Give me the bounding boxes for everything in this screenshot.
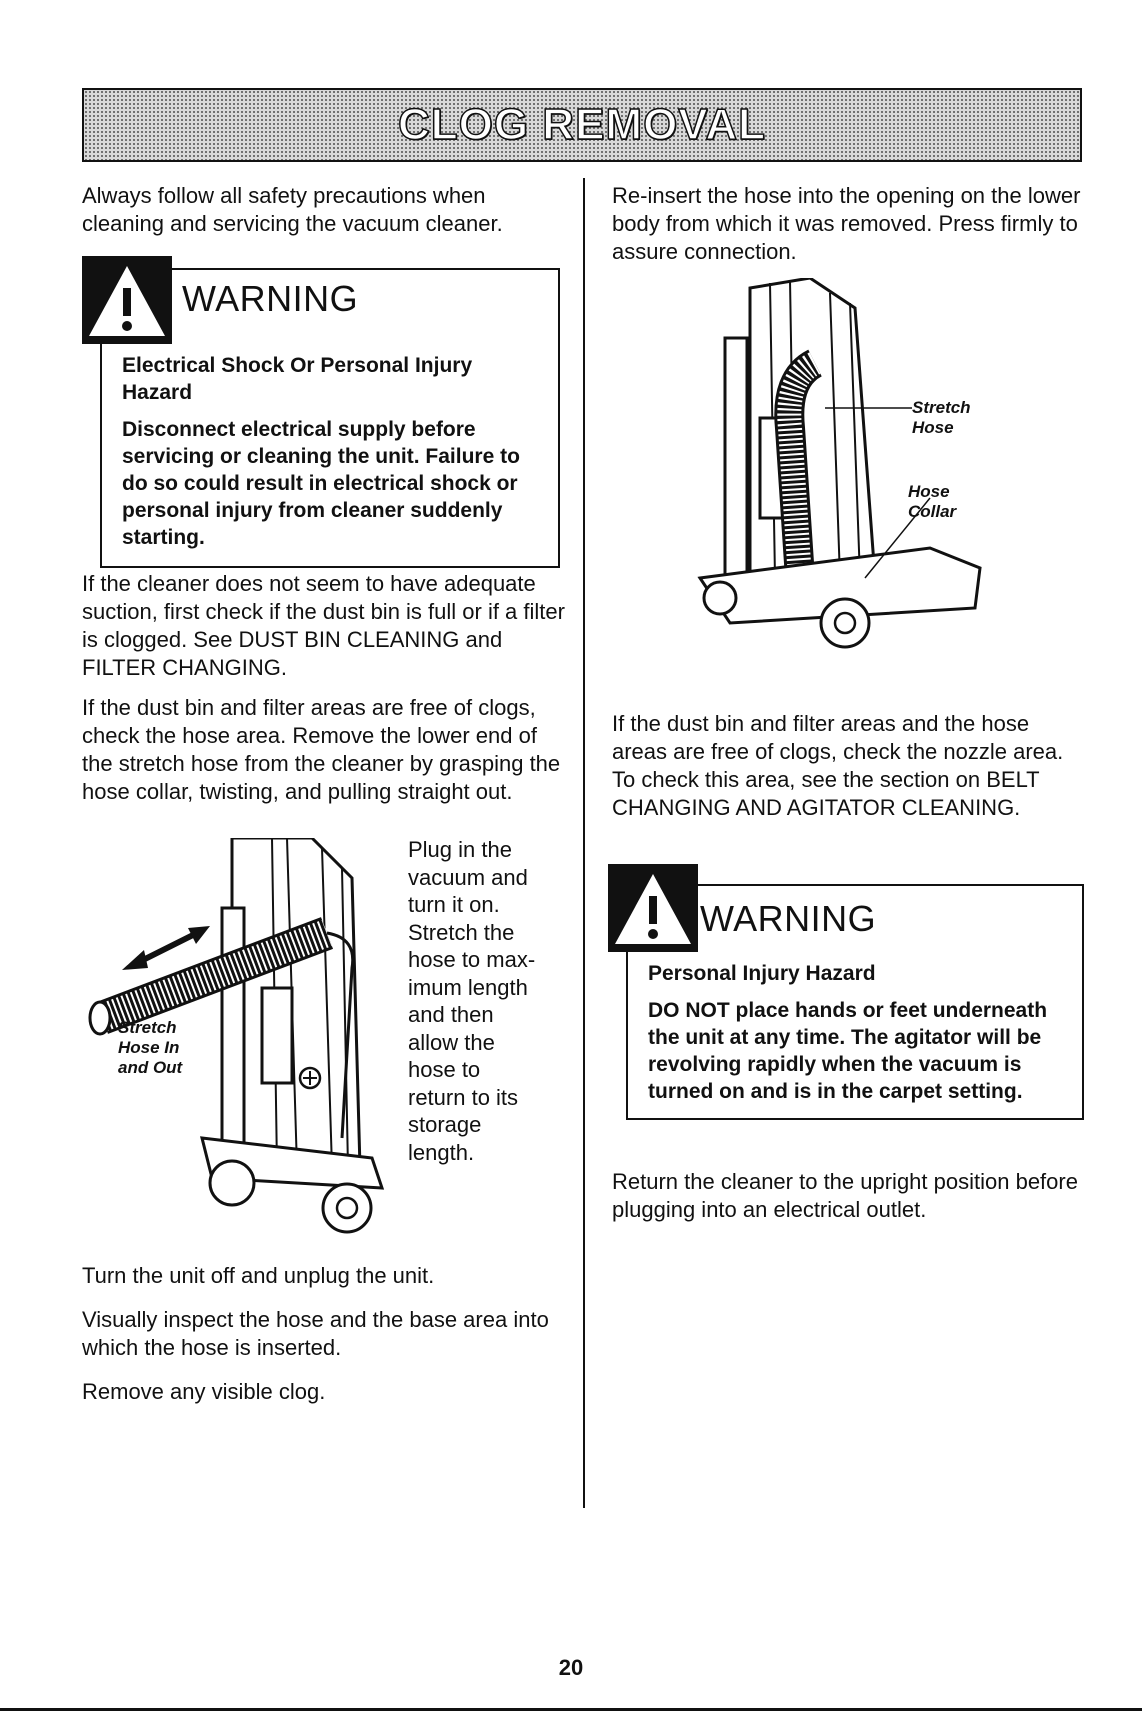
- nozzle-area-paragraph: If the dust bin and filter areas and the hose areas are free of clogs, check the nozzle area. To check this area, see the section on BELT CHANGING AND AGITATOR CLEANING.: [612, 711, 1064, 820]
- warning-triangle-icon: [82, 256, 172, 344]
- section-banner: [82, 88, 1082, 162]
- return-upright-paragraph: Return the cleaner to the upright position before plugging into an electrical outlet.: [612, 1169, 1078, 1222]
- figure-label-hose-collar: Hose Collar: [908, 482, 957, 521]
- reinsert-paragraph: Re-insert the hose into the opening on the lower body from which it was removed. Press firmly to assure connection.: [612, 183, 1081, 264]
- warning-title: WARNING: [182, 278, 359, 319]
- suction-paragraph: If the cleaner does not seem to have adequate suction, first check if the dust bin is full or if a filter is clogged. See DUST BIN CLEANING and FILTER CHANGING.: [82, 571, 565, 680]
- warning-body: [122, 352, 547, 561]
- intro-text: Always follow all safety precautions when cleaning and servicing the vacuum cleaner.: [82, 183, 503, 236]
- figure-label-stretch-hose: Stretch Hose In and Out: [118, 1018, 183, 1077]
- column-divider: [583, 178, 585, 1508]
- warning-triangle-icon: [608, 864, 698, 952]
- stretch-instructions: Plug in the vacuum and turn it on. Stretch the hose to max- imum length and then allow the hose to return to its storage length.: [408, 837, 536, 1165]
- hose-area-paragraph: If the dust bin and filter areas are free of clogs, check the hose area. Remove the lower end of the stretch hose from the cleaner by grasping the hose collar, twisting, and pulling straight out.: [82, 695, 561, 804]
- page-number: 20: [558, 1655, 584, 1680]
- warning-instruction-right: DO NOT place hands or feet underneath the unit at any time. The agitator will be revolving rapidly when the vacuum is turned on and is in the carpet setting.: [648, 999, 1048, 1103]
- section-title: CLOG REMOVAL: [397, 100, 767, 149]
- figure-label-stretch-hose-right: Stretch Hose: [912, 398, 971, 437]
- warning-flag-right: [608, 864, 698, 952]
- warning-flag: [82, 256, 172, 344]
- inspect-paragraph: Visually inspect the hose and the base area into which the hose is inserted.: [82, 1307, 549, 1360]
- warning-hazard: Electrical Shock Or Personal Injury Hazard: [122, 354, 473, 404]
- warning-title-right: WARNING: [700, 898, 877, 939]
- warning-hazard-right: Personal Injury Hazard: [648, 962, 876, 985]
- turn-off-paragraph: Turn the unit off and unplug the unit.: [82, 1263, 435, 1288]
- remove-clog-paragraph: Remove any visible clog.: [82, 1379, 326, 1404]
- warning-body-right: [648, 960, 1068, 1115]
- hose-collar-illustration: [690, 278, 990, 668]
- bottom-rule: [0, 1708, 1142, 1711]
- warning-instruction: Disconnect electrical supply before servicing or cleaning the unit. Failure to do so could result in electrical shock or personal injury from cleaner suddenly starting.: [122, 418, 520, 549]
